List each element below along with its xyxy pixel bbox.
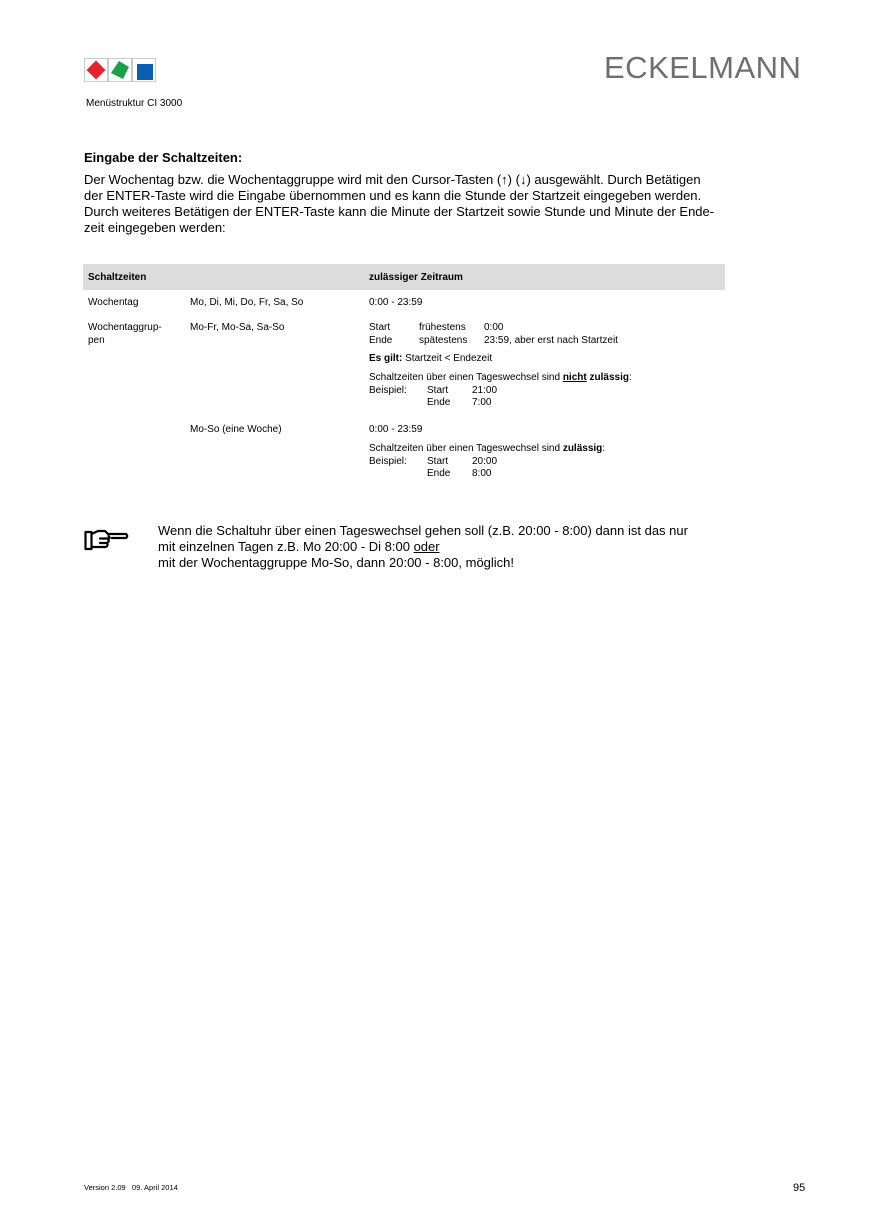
es-gilt-rule: Es gilt: Startzeit < Endezeit [369, 353, 493, 364]
logo-blue-square [137, 64, 153, 80]
column-header-schaltzeiten: Schaltzeiten [88, 272, 147, 283]
row-mo-so-range: 0:00 - 23:59 [369, 424, 423, 435]
row-gruppen-days: Mo-Fr, Mo-Sa, Sa-So [190, 322, 285, 333]
tageswechsel-nicht-zulaessig-note: Schaltzeiten über einen Tageswechsel sind nicht zulässig: Beispiel: Start 21:00 Ende 7:00 [369, 372, 632, 408]
row-gruppen-label: Wochentaggrup- pen [88, 322, 162, 346]
pointing-hand-icon [84, 528, 130, 552]
brand-wordmark: ECKELMANN [604, 50, 802, 85]
column-header-zeitraum: zulässiger Zeitraum [369, 272, 463, 283]
row-mo-so-days: Mo-So (eine Woche) [190, 424, 282, 435]
document-subtitle: Menüstruktur CI 3000 [86, 98, 183, 109]
row-wochentag-days: Mo, Di, Mi, Do, Fr, Sa, So [190, 297, 304, 308]
intro-line: Durch weiteres Betätigen der ENTER-Taste kann die Minute der Startzeit sowie Stunde und Minute der Ende- [84, 204, 715, 219]
intro-line: der ENTER-Taste wird die Eingabe übernommen und es kann die Stunde der Startzeit eingegeben werden. [84, 188, 702, 203]
row-wochentag-label: Wochentag [88, 297, 139, 308]
company-logo-icon [84, 58, 156, 82]
page-number: 95 [793, 1182, 806, 1194]
section-title: Eingabe der Schaltzeiten: [84, 150, 243, 165]
row-wochentag-range: 0:00 - 23:59 [369, 297, 423, 308]
tageswechsel-hint: Wenn die Schaltuhr über einen Tageswechsel gehen soll (z.B. 20:00 - 8:00) dann ist das nur mit einzelnen Tagen z.B. Mo 20:00 - Di 8:00 oder mit der Wochentaggruppe Mo-So, dann 20:00 - 8:00, möglich! [158, 523, 688, 570]
intro-line: zeit eingegeben werden: [84, 220, 226, 235]
intro-line: Der Wochentag bzw. die Wochentaggruppe wird mit den Cursor-Tasten (↑) (↓) ausgewählt. Durch Betätigen [84, 172, 701, 187]
footer-version: Version 2.09 09. April 2014 [84, 1183, 178, 1192]
table-header [83, 264, 725, 290]
start-end-block: Start frühestens 0:00 Ende spätestens 23:59, aber erst nach Startzeit [369, 322, 618, 346]
tageswechsel-zulaessig-note: Schaltzeiten über einen Tageswechsel sind zulässig: Beispiel: Start 20:00 Ende 8:00 [369, 443, 606, 479]
intro-paragraph [84, 172, 804, 236]
